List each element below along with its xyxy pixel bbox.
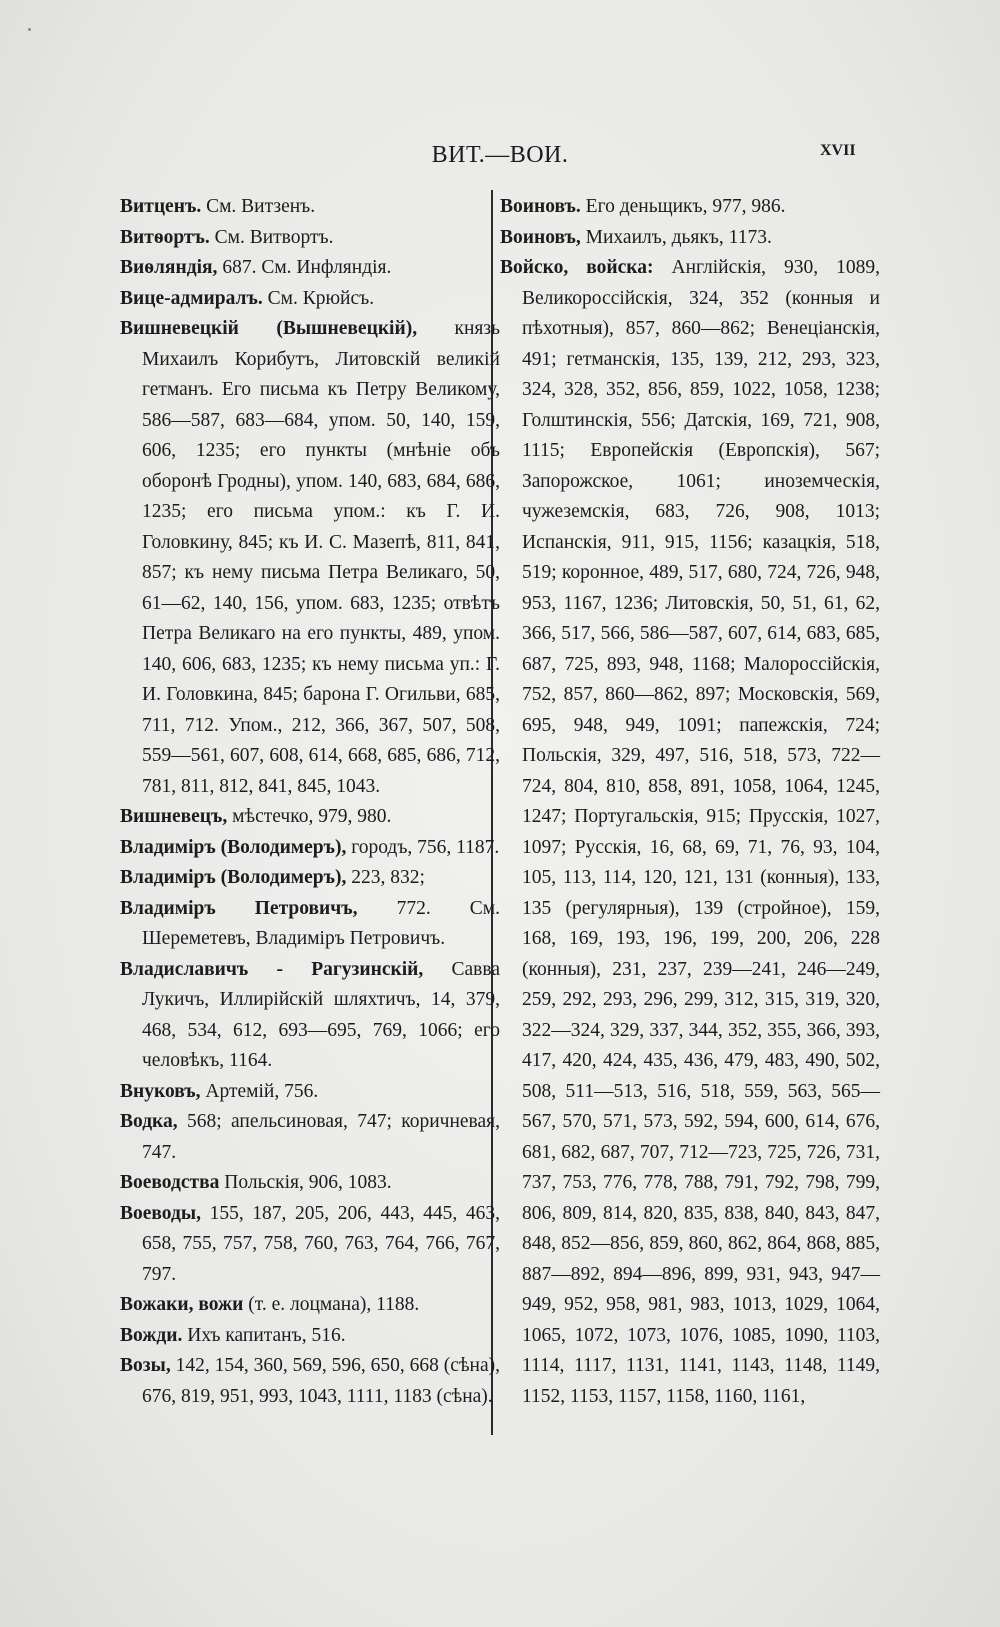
entry-headword: Владиміръ Петровичъ, <box>120 897 358 919</box>
entry-text: Савва Лукичъ, Иллирійскій шляхтичъ, 14, 379, 468, 534, 612, 693—695, 769, 1066; его человѣкъ, 1164. <box>142 958 500 1071</box>
entry-headword: Владиміръ (Володимеръ), <box>120 836 347 858</box>
index-entry <box>120 1077 500 1108</box>
index-entry <box>120 314 500 802</box>
index-entry <box>120 284 500 315</box>
index-entry <box>120 833 500 864</box>
index-entry <box>120 1351 500 1412</box>
index-entry <box>120 1199 500 1291</box>
entry-text: Англійскія, 930, 1089, Великороссійскія, 324, 352 (конныя и пѣхотныя), 857, 860—862; Венеціанскія, 491; гетманскія, 135, 139, 212, 293, 323, 324, 328, 352, 856, 859, 1022, 1058, 1238; Голштинскія, 556; Датскія, 169, 721, 908, 1115; Европейскія (Европскія), 567; Запорожское, 1061; иноземческія, чужеземскія, 683, 726, 908, 1013; Испанскія, 911, 915, 1156; казацкія, 518, 519; коронное, 489, 517, 680, 724, 726, 948, 953, 1167, 1236; Литовскія, 50, 51, 61, 62, 366, 517, 566, 586—587, 607, 614, 683, 685, 687, 725, 893, 948, 1168; Малороссійскія, 752, 857, 860—862, 897; Московскія, 569, 695, 948, 949, 1091; папежскія, 724; Польскія, 329, 497, 516, 518, 573, 722—724, 804, 810, 858, 891, 1058, 1064, 1245, 1247; Португальскія, 915; Прусскія, 1027, 1097; Русскія, 16, 68, 69, 71, 76, 93, 104, 105, 113, 114, 120, 121, 131 (конныя), 133, 135 (регулярныя), 139 (стройное), 159, 168, 169, 193, 196, 199, 200, 206, 228 (конныя), 231, 237, 239—241, 246—249, 259, 292, 293, 296, 299, 312, 315, 319, 320, 322—324, 329, 337, 344, 352, 355, 366, 393, 417, 420, 424, 435, 436, 479, 483, 490, 502, 508, 511—513, 516, 518, 559, 563, 565—567, 570, 571, 573, 592, 594, 600, 614, 676, 681, 682, 687, 707, 712—723, 725, 726, 731, 737, 753, 776, 778, 788, 791, 792, 798, 799, 806, 809, 814, 820, 835, 838, 840, 843, 847, 848, 852—856, 859, 860, 862, 864, 868, 885, 887—892, 894—896, 899, 931, 943, 947—949, 952, 958, 981, 983, 1013, 1029, 1064, 1065, 1072, 1073, 1076, 1085, 1090, 1103, 1114, 1117, 1131, 1141, 1143, 1148, 1149, 1152, 1153, 1157, 1158, 1160, 1161, <box>522 257 880 1407</box>
right-column <box>500 192 880 1412</box>
index-entry <box>500 223 880 254</box>
index-entry <box>500 192 880 223</box>
entry-text: князь Михаилъ Корибутъ, Литовскій великій гетманъ. Его письма къ Петру Великому, 586—587, 683—684, упом. 50, 140, 159, 606, 1235; его пункты (мнѣніе объ оборонѣ Гродны), упом. 140, 683, 684, 686, 1235; его письма упом.: къ Г. И. Головкину, 845; къ И. С. Мазепѣ, 811, 841, 857; къ нему письма Петра Великаго, 50, 61—62, 140, 156, упом. 683, 1235; отвѣтъ Петра Великаго на его пункты, 489, упом. 140, 606, 683, 1235; къ нему письма уп.: Г. И. Головкина, 845; барона Г. Огильви, 685, 711, 712. Упом., 212, 366, 367, 507, 508, 559—561, 607, 608, 614, 668, 685, 686, 712, 781, 811, 812, 841, 845, 1043. <box>142 318 500 797</box>
index-entry <box>120 955 500 1077</box>
entry-headword: Витѳортъ. <box>120 226 210 248</box>
entry-text: См. Витвортъ. <box>209 226 334 248</box>
entry-text: городъ, 756, 1187. <box>346 836 500 858</box>
page-number: XVII <box>820 142 856 159</box>
index-entry <box>120 1107 500 1168</box>
entry-text: 142, 154, 360, 569, 596, 650, 668 (сѣна), 676, 819, 951, 993, 1043, 1111, 1183 (сѣна). <box>142 1355 500 1407</box>
entry-headword: Внуковъ, <box>120 1080 201 1102</box>
entry-headword: Воеводы, <box>120 1202 201 1224</box>
index-entry <box>120 1168 500 1199</box>
entry-headword: Вожаки, вожи <box>120 1294 244 1315</box>
entry-headword: Войско, войска: <box>500 257 654 278</box>
index-entry <box>120 223 500 254</box>
entry-text: (т. е. лоцмана), 1188. <box>243 1294 420 1315</box>
running-head: ВИТ.—ВОИ. <box>431 142 569 168</box>
index-entry <box>120 802 500 833</box>
entry-text: 687. См. Инфляндія. <box>217 257 392 278</box>
paper-speck <box>28 28 31 31</box>
entry-headword: Виѳляндія, <box>120 257 218 278</box>
index-entry <box>120 894 500 955</box>
entry-text: 155, 187, 205, 206, 443, 445, 463, 658, 755, 757, 758, 760, 763, 764, 766, 767, 797. <box>142 1202 500 1285</box>
entry-text: Польскія, 906, 1083. <box>219 1172 392 1193</box>
index-entry <box>120 1321 500 1352</box>
entry-text: Михаилъ, дьякъ, 1173. <box>580 226 772 248</box>
index-entry <box>120 253 500 284</box>
entry-headword: Воеводства <box>120 1172 220 1193</box>
entry-headword: Вишневецкій (Вышневецкій), <box>120 318 418 339</box>
index-entry <box>500 253 880 1412</box>
entry-headword: Вишневецъ, <box>120 806 228 827</box>
index-entry <box>120 192 500 223</box>
entry-headword: Вожди. <box>120 1324 183 1346</box>
entry-text: Его деньщикъ, 977, 986. <box>580 196 786 217</box>
entry-headword: Вице-адмиралъ. <box>120 287 263 309</box>
index-entry <box>120 1290 500 1321</box>
index-entry <box>120 863 500 894</box>
entry-headword: Витценъ. <box>120 196 202 217</box>
entry-headword: Водка, <box>120 1111 178 1132</box>
entry-text: 772. См. Шереметевъ, Владиміръ Петровичъ. <box>142 897 500 949</box>
entry-text: См. Витзенъ. <box>201 196 316 217</box>
entry-text: См. Крюйсъ. <box>262 287 375 309</box>
entry-headword: Возы, <box>120 1355 171 1376</box>
entry-text: Ихъ капитанъ, 516. <box>182 1324 346 1346</box>
entry-headword: Воиновъ. <box>500 196 581 217</box>
left-column <box>120 192 500 1412</box>
entry-text: 568; апельсиновая, 747; коричневая, 747. <box>142 1111 500 1163</box>
entry-headword: Владиславичъ - Рагузинскій, <box>120 958 424 980</box>
entry-headword: Воиновъ, <box>500 226 581 248</box>
entry-text: Артемій, 756. <box>200 1080 319 1102</box>
entry-headword: Владиміръ (Володимеръ), <box>120 867 347 888</box>
entry-text: 223, 832; <box>346 867 425 888</box>
entry-text: мѣстечко, 979, 980. <box>227 806 392 827</box>
